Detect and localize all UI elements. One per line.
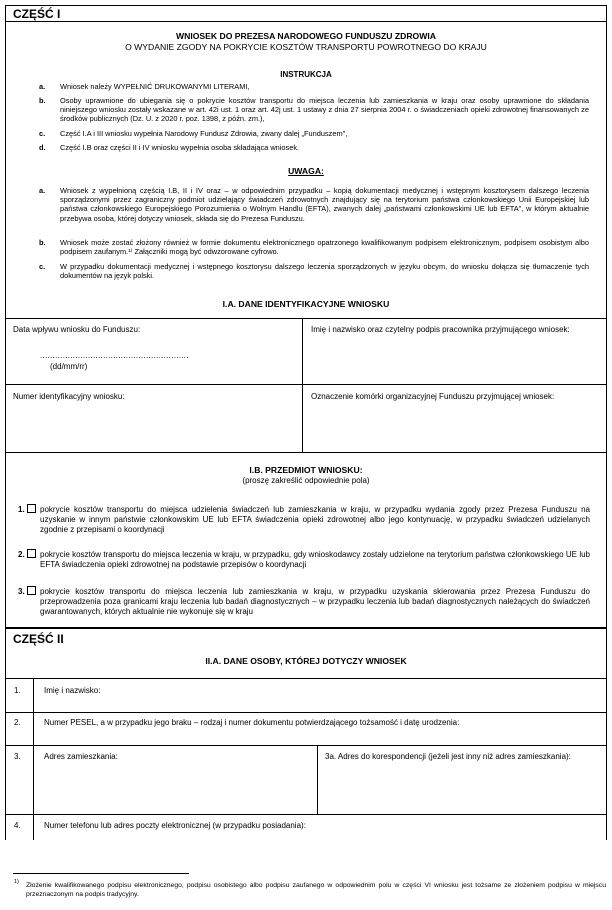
section-ib-hint: (proszę zakreślić odpowiednie pola) xyxy=(242,476,370,485)
date-received-label: Data wpływu wniosku do Funduszu: xyxy=(13,325,141,334)
ia-table-divider xyxy=(302,318,303,452)
row-number: 4. xyxy=(14,821,21,830)
part1-heading: CZĘŚĆ I xyxy=(13,7,61,21)
option-3-checkbox[interactable] xyxy=(27,586,36,595)
option-2-text: pokrycie kosztów transportu do miejsca leczenia w kraju, w przypadku, gdy wnioskodawcy zostały udzielone na terytorium państwa członkowskiego UE lub EFTA świadczenia opieki zdrowotnej na podstawie przepisów o koordynacji xyxy=(40,550,590,569)
footnote-mark: 1) xyxy=(14,879,19,885)
option-number: 1. xyxy=(18,505,25,514)
full-name-field[interactable]: Imię i nazwisko: xyxy=(44,686,101,695)
section-iia-heading: II.A. DANE OSOBY, KTÓREJ DOTYCZY WNIOSEK xyxy=(205,656,407,666)
footnote-rule xyxy=(13,873,189,874)
footnote-text: Złożenie kwalifikowanego podpisu elektronicznego, podpisu osobistego albo podpisu zaufanego w odpowiednim polu w części VI wniosku jest tożsame ze złożeniem podpisu w miejscu przeznaczonym na podpis tradycyjny. xyxy=(26,882,606,898)
frame-right xyxy=(606,5,607,627)
iia-num-column-divider xyxy=(33,678,34,840)
date-format-hint: (dd/mm/rr) xyxy=(50,362,88,371)
instrukcja-heading: INSTRUKCJA xyxy=(280,70,332,79)
iia-row-line xyxy=(5,678,607,679)
iia-address-divider xyxy=(317,745,318,814)
form-subtitle: O WYDANIE ZGODY NA POKRYCIE KOSZTÓW TRANSPORTU POWROTNEGO DO KRAJU xyxy=(125,42,487,52)
section-ib-heading: I.B. PRZEDMIOT WNIOSKU: xyxy=(249,465,363,475)
option-number: 3. xyxy=(18,587,25,596)
contact-field[interactable]: Numer telefonu lub adres poczty elektronicznej (w przypadku posiadania): xyxy=(44,821,306,830)
option-1-text: pokrycie kosztów transportu do miejsca udzielenia świadczeń lub zamieszkania w kraju, w przypadku wydania zgody przez Prezesa Funduszu na uzyskanie w innym państwie członkowskim UE lub EFTA świadczenia opieki zdrowotnej albo jego kontynuację, w przypadku świadczeń udzielanych zgodnie z przepisami o koordynacji xyxy=(40,505,590,534)
date-received-field[interactable]: ........................................................... xyxy=(40,351,189,360)
iia-row-line xyxy=(5,712,607,713)
pesel-field[interactable]: Numer PESEL, a w przypadku jego braku – rodzaj i numer dokumentu potwierdzającego tożsamość i datę urodzenia: xyxy=(44,718,460,727)
option-1-checkbox[interactable] xyxy=(27,504,36,513)
row-number: 1. xyxy=(14,686,21,695)
frame-left xyxy=(5,5,6,627)
section-ia-heading: I.A. DANE IDENTYFIKACYJNE WNIOSKU xyxy=(222,299,390,309)
employee-signature-label: Imię i nazwisko oraz czytelny podpis pracownika przyjmującego wniosek: xyxy=(311,325,570,334)
application-id-label: Numer identyfikacyjny wniosku: xyxy=(13,392,125,401)
header-rule xyxy=(5,21,607,22)
frame-top xyxy=(5,5,607,6)
row-number: 3. xyxy=(14,752,21,761)
residence-address-field[interactable]: Adres zamieszkania: xyxy=(44,752,118,761)
uwaga-heading: UWAGA: xyxy=(288,166,324,176)
option-number: 2. xyxy=(18,550,25,559)
ia-table-top xyxy=(5,318,607,319)
part2-top-rule xyxy=(5,627,607,629)
org-unit-label: Oznaczenie komórki organizacyjnej Funduszu przyjmującej wniosek: xyxy=(311,392,555,401)
row-number: 2. xyxy=(14,718,21,727)
ia-table-mid xyxy=(5,384,607,385)
iia-row-line xyxy=(5,814,607,815)
option-3-text: pokrycie kosztów transportu do miejsca leczenia lub zamieszkania w kraju, w przypadku uzyskania skierowania przez Prezesa Funduszu do przeprowadzenia poza granicami kraju leczenia lub badań diagnostycznych – w przypadku leczenia lub badań diagnostycznych należących do świadczeń gwarantowanych, których aktualnie nie wykonuje się w kraju xyxy=(40,587,590,616)
iia-row-line xyxy=(5,745,607,746)
part2-heading: CZĘŚĆ II xyxy=(13,632,64,646)
ia-table-bottom xyxy=(5,452,607,453)
correspondence-address-field[interactable]: 3a. Adres do korespondencji (jeżeli jest inny niż adres zamieszkania): xyxy=(325,752,571,761)
option-2-checkbox[interactable] xyxy=(27,549,36,558)
form-title: WNIOSEK DO PREZESA NARODOWEGO FUNDUSZU ZDROWIA xyxy=(176,31,436,41)
